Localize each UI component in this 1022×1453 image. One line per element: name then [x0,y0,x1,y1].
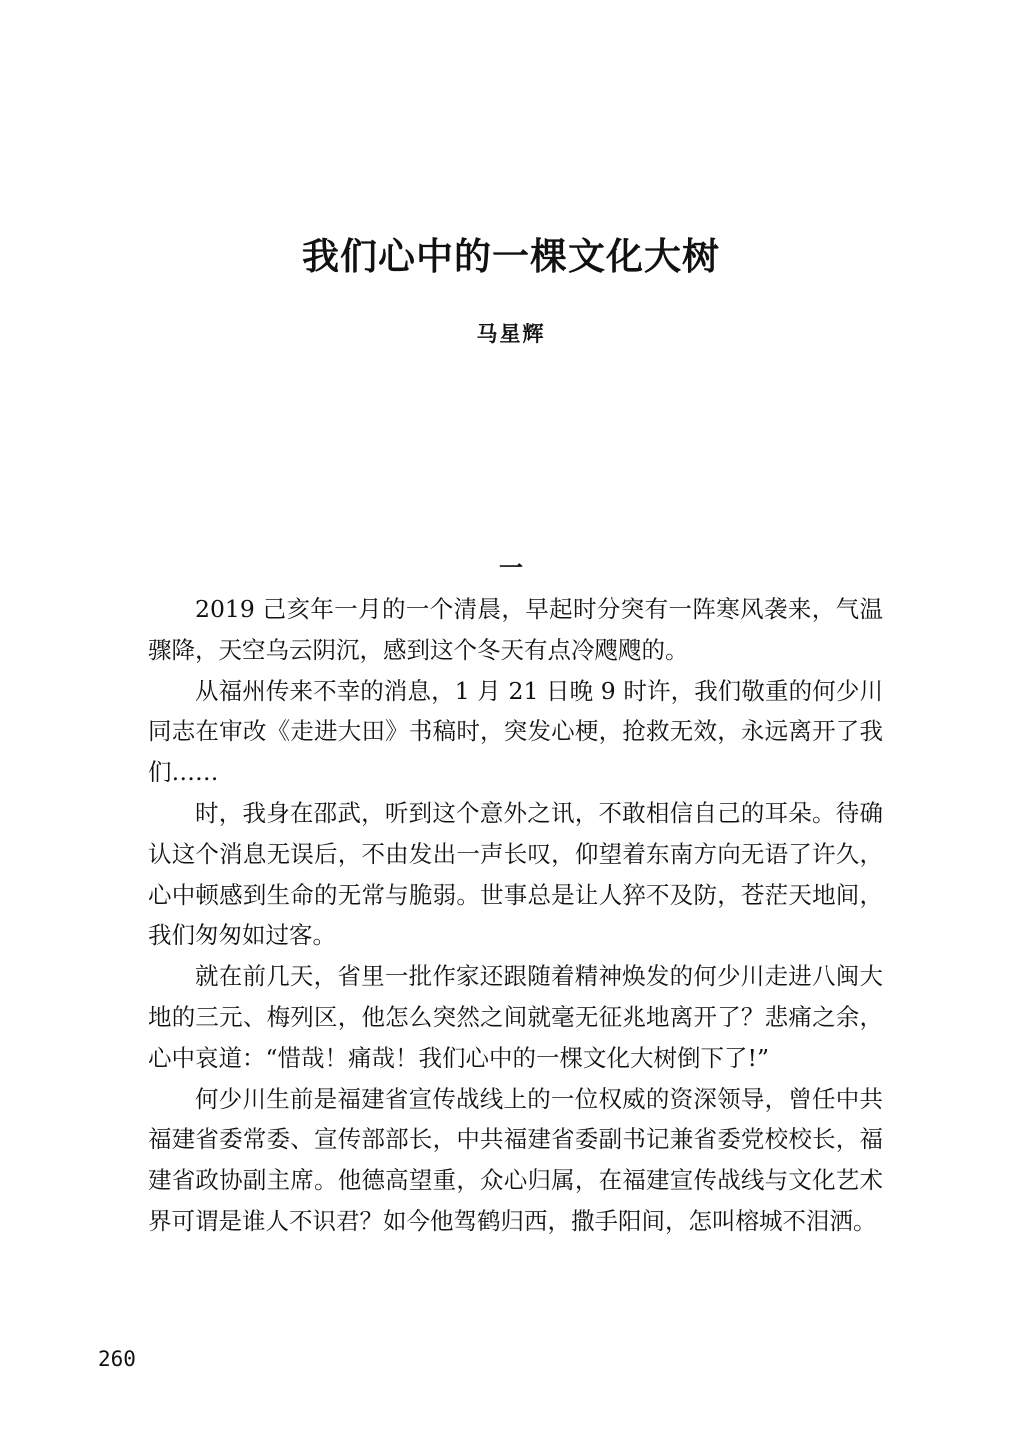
article-title: 我们心中的一棵文化大树 [302,234,720,278]
paragraph: 时，我身在邵武，听到这个意外之讯，不敢相信自己的耳朵。待确认这个消息无误后，不由发出一声长叹，仰望着东南方向无语了许久，心中顿感到生命的无常与脆弱。世事总是让人猝不及防，苍茫天地间，我们匆匆如过客。 [148,798,883,950]
section-number: 一 [499,553,523,582]
page-number: 260 [98,1347,136,1371]
paragraph: 从福州传来不幸的消息，1 月 21 日晚 9 时许，我们敬重的何少川同志在审改《走进大田》书稿时，突发心梗，抢救无效，永远离开了我们…… [148,676,883,787]
paragraph: 何少川生前是福建省宣传战线上的一位权威的资深领导，曾任中共福建省委常委、宣传部部长，中共福建省委副书记兼省委党校校长，福建省政协副主席。他德高望重，众心归属，在福建宣传战线与文化艺术界可谓是谁人不识君？如今他驾鹤归西，撒手阳间，怎叫榕城不泪洒。 [148,1084,883,1235]
paragraph: 就在前几天，省里一批作家还跟随着精神焕发的何少川走进八闽大地的三元、梅列区，他怎么突然之间就毫无征兆地离开了？悲痛之余，心中哀道：“惜哉！痛哉！我们心中的一棵文化大树倒下了!” [148,962,883,1072]
article-body [148,589,883,1242]
paragraph: 2019 己亥年一月的一个清晨，早起时分突有一阵寒风袭来，气温骤降，天空乌云阴沉，感到这个冬天有点冷飕飕的。 [148,595,883,664]
article-author: 马星辉 [476,321,546,346]
